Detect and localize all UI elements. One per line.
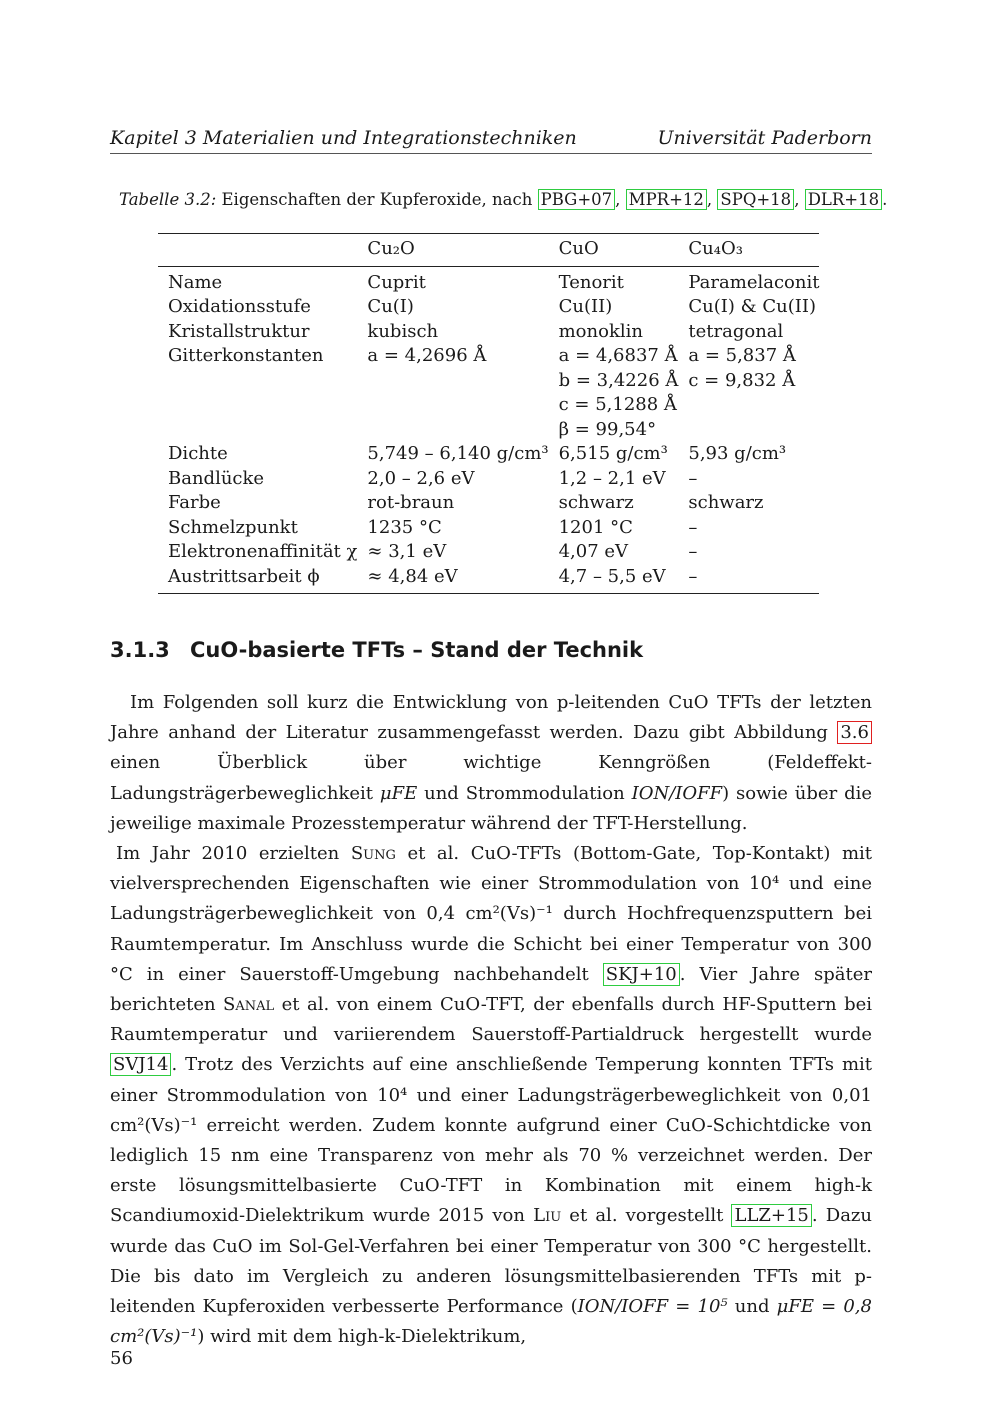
- table-cell: 5,93 g/cm³: [688, 443, 787, 464]
- table-cell: 4,07 eV: [558, 541, 629, 562]
- table-cell: Cu(II): [558, 296, 613, 317]
- table-row: [158, 540, 819, 565]
- table-row: [158, 320, 819, 345]
- citation-link[interactable]: SKJ+10: [603, 963, 680, 986]
- math-formula: μFE = 0,8 cm²(Vs)⁻¹: [110, 1296, 872, 1348]
- table-cell: Tenorit: [558, 271, 624, 293]
- row-label: Elektronenaffinität χ: [168, 541, 358, 562]
- row-label: Austrittsarbeit ϕ: [158, 565, 357, 594]
- table-cell: a = 4,6837 Å: [558, 345, 678, 366]
- citation-link[interactable]: DLR+18: [805, 189, 882, 210]
- row-label: Kristallstruktur: [168, 320, 310, 342]
- math-formula: ION/IOFF = 10⁵: [577, 1296, 728, 1318]
- table-body: [158, 266, 819, 594]
- row-label: Bandlücke: [168, 467, 265, 489]
- row-label: [158, 369, 357, 394]
- header-university: Universität Paderborn: [657, 127, 872, 149]
- copper-oxide-table: [158, 233, 819, 594]
- text-run: . Dazu wurde das CuO im Sol-Gel-Verfahren bei einer Temperatur von 300 °C hergestellt. Die bis dato im Vergleich zu anderen lösungsmittelbasierenden TFTs mit p-leitenden Kupferoxiden verbesserte Performance (: [110, 1205, 872, 1318]
- table-cell: Cu(I) & Cu(II): [688, 296, 816, 317]
- table-row: [158, 442, 819, 467]
- row-label: Schmelzpunkt: [168, 516, 298, 538]
- table-cell: monoklin: [558, 320, 643, 342]
- table-cell: 1,2 – 2,1 eV: [558, 467, 666, 489]
- figure-reference-link[interactable]: 3.6: [837, 721, 872, 744]
- table-cell: 6,515 g/cm³: [558, 443, 668, 464]
- table-cell: Paramelaconit: [688, 271, 820, 293]
- table-cell: 2,0 – 2,6 eV: [367, 467, 475, 489]
- author-name: Sanal: [223, 994, 275, 1016]
- table-cell: [678, 418, 819, 443]
- text-run: ) wird mit dem high-k-Dielektrikum,: [197, 1326, 527, 1348]
- table-row: [158, 344, 819, 369]
- table-cell: c = 5,1288 Å: [558, 394, 677, 415]
- author-name: Liu: [533, 1205, 562, 1227]
- paragraph: [110, 688, 872, 839]
- table-cell: a = 4,2696 Å: [367, 345, 487, 366]
- table-cell: [357, 369, 548, 394]
- row-label: [158, 393, 357, 418]
- table-cell: 1201 °C: [558, 516, 633, 538]
- row-label: Gitterkonstanten: [168, 345, 324, 366]
- table-row: [158, 418, 819, 443]
- table-cell: –: [678, 565, 819, 594]
- row-label: Dichte: [168, 443, 228, 464]
- text-run: et al. vorgestellt: [561, 1205, 732, 1227]
- table-cell: –: [688, 467, 698, 489]
- text-run: Im Jahr 2010 erzielten: [116, 843, 351, 865]
- text-run: ) sowie über die jeweilige maximale Prozesstemperatur während der TFT-Herstellung.: [110, 782, 872, 834]
- caption-label: Tabelle 3.2:: [119, 190, 217, 209]
- row-label: Name: [168, 271, 223, 293]
- row-label: [158, 418, 357, 443]
- table-row: [158, 516, 819, 541]
- header-empty-cell: [158, 234, 357, 267]
- text-run: und Strommodulation: [417, 782, 632, 804]
- citation-link[interactable]: SPQ+18: [717, 189, 794, 210]
- text-run: et al. CuO-TFTs (Bottom-Gate, Top-Kontakt) mit vielversprechenden Eigenschaften wie einer Strommodulation von 10⁴ und eine Ladungsträgerbeweglichkeit von 0,4 cm²(Vs)⁻¹ durch Hochfrequenzsputtern bei Raumtemperatur. Im Anschluss wurde die Schicht bei einer Temperatur von 300 °C in einer Sauerstoff-Umgebung nachbehandelt: [110, 843, 873, 985]
- citation-link[interactable]: PBG+07: [538, 189, 616, 210]
- paragraph: [110, 839, 872, 1352]
- body-text: [110, 688, 872, 1352]
- table-row: [158, 295, 819, 320]
- table-cell: Cuprit: [367, 271, 426, 293]
- table-cell: schwarz: [558, 492, 634, 513]
- table-caption: Tabelle 3.2: Eigenschaften der Kupferoxide, nach PBG+07 , MPR+12 , SPQ+18 , DLR+18 .: [119, 190, 888, 209]
- row-label: Farbe: [168, 492, 221, 513]
- column-header: CuO: [549, 234, 679, 267]
- table-cell: ≈ 4,84 eV: [357, 565, 548, 594]
- table-cell: –: [688, 516, 698, 538]
- table-cell: 4,7 – 5,5 eV: [549, 565, 679, 594]
- table-cell: β = 99,54°: [558, 418, 657, 440]
- table-cell: ≈ 3,1 eV: [367, 541, 447, 562]
- table-cell: 1235 °C: [367, 516, 442, 538]
- row-label: Oxidationsstufe: [168, 296, 311, 317]
- section-heading: [110, 638, 643, 662]
- text-run: et al. von einem CuO-TFT, der ebenfalls durch HF-Sputtern bei Raumtemperatur und variierendem Sauerstoff-Partialdruck hergestellt wurde: [110, 994, 872, 1046]
- math-symbol: μFE: [379, 782, 418, 804]
- table-cell: 5,749 – 6,140 g/cm³: [367, 443, 549, 464]
- text-run: . Trotz des Verzichts auf eine anschließende Temperung konnten TFTs mit einer Strommodulation von 10⁴ und einer Ladungsträgerbeweglichkeit von 0,01 cm²(Vs)⁻¹ erreicht werden. Zudem konnte aufgrund einer CuO-Schichtdicke von lediglich 15 nm eine Transparenz von mehr als 70 % verzeichnet werden. Der erste lösungsmittelbasierte CuO-TFT in Kombination mit einem high-k Scandiumoxid-Dielektrikum wurde 2015 von: [110, 1054, 872, 1227]
- running-header: [110, 127, 872, 154]
- column-header: Cu₂O: [357, 234, 548, 267]
- table-header-row: [158, 234, 819, 267]
- citation-link[interactable]: LLZ+15: [731, 1204, 811, 1227]
- table-row: [158, 467, 819, 492]
- table-cell: [678, 393, 819, 418]
- table-row: [158, 393, 819, 418]
- table-row: [158, 491, 819, 516]
- table-cell: kubisch: [367, 320, 439, 342]
- section-number: 3.1.3: [110, 638, 170, 662]
- math-symbol: ION/IOFF: [631, 782, 723, 804]
- text-run: Im Folgenden soll kurz die Entwicklung von p-leitenden CuO TFTs der letzten Jahre anhand der Literatur zusammengefasst werden. Dazu gibt Abbildung: [110, 692, 872, 744]
- table-cell: tetragonal: [688, 320, 784, 342]
- section-title: CuO-basierte TFTs – Stand der Technik: [190, 638, 644, 662]
- table-row: [158, 565, 819, 594]
- page-number: 56: [110, 1348, 133, 1369]
- table-cell: schwarz: [688, 492, 764, 513]
- table-cell: b = 3,4226 Å: [558, 369, 679, 391]
- author-name: Sung: [350, 843, 396, 865]
- table-cell: rot-braun: [367, 492, 455, 513]
- table-cell: c = 9,832 Å: [688, 369, 796, 391]
- column-header: Cu₄O₃: [678, 234, 819, 267]
- table-cell: [357, 418, 548, 443]
- citation-link[interactable]: SVJ14: [110, 1053, 171, 1076]
- text-run: einen Überblick über wichtige Kenngrößen (Feldeffekt-Ladungsträgerbeweglichkeit: [110, 752, 872, 804]
- table-cell: Cu(I): [367, 296, 414, 317]
- citation-link[interactable]: MPR+12: [626, 189, 707, 210]
- header-chapter: Kapitel 3 Materialien und Integrationstechniken: [110, 127, 577, 149]
- table-cell: a = 5,837 Å: [688, 345, 796, 366]
- text-run: . Vier Jahre später berichteten: [110, 963, 872, 1016]
- text-run: und: [727, 1296, 777, 1318]
- table-row: [158, 266, 819, 295]
- table-cell: –: [688, 541, 698, 562]
- caption-text: Eigenschaften der Kupferoxide, nach: [221, 190, 533, 209]
- table-cell: [357, 393, 548, 418]
- table-row: [158, 369, 819, 394]
